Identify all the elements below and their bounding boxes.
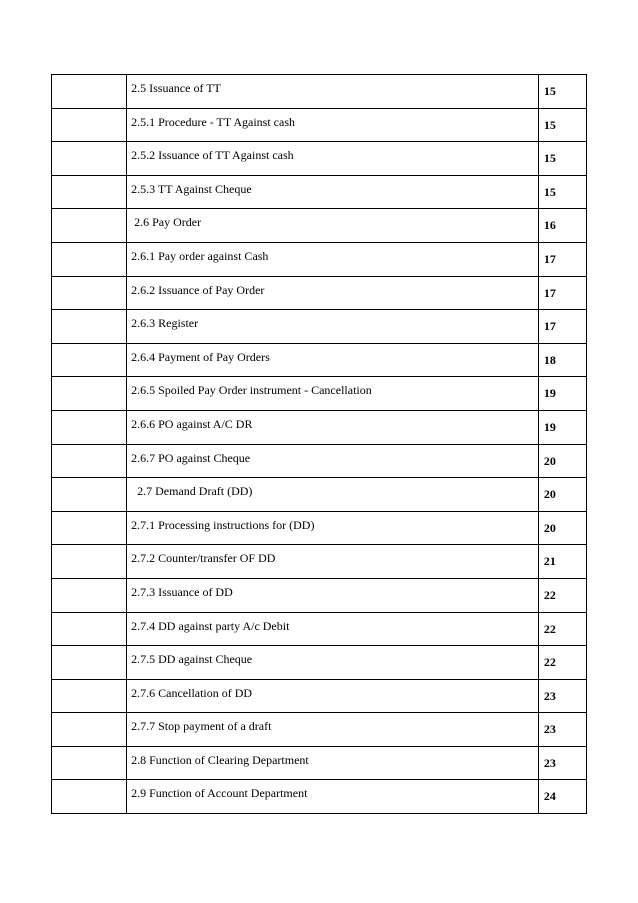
- toc-entry-title: 2.5.1 Procedure - TT Against cash: [131, 114, 295, 129]
- toc-blank-cell: [52, 310, 127, 344]
- toc-row: [52, 545, 587, 579]
- toc-page-number: 23: [543, 722, 556, 737]
- toc-blank-cell: [52, 713, 127, 747]
- toc-title-cell: [127, 75, 539, 109]
- toc-title-cell: [127, 343, 539, 377]
- toc-page-cell: [538, 75, 586, 109]
- toc-blank-cell: [52, 780, 127, 814]
- toc-page-cell: [538, 310, 586, 344]
- toc-page-number: 21: [543, 554, 556, 569]
- toc-page-cell: [538, 209, 586, 243]
- toc-page-cell: [538, 276, 586, 310]
- toc-entry-title: 2.7.4 DD against party A/c Debit: [131, 618, 290, 633]
- toc-page-number: 23: [543, 688, 556, 703]
- toc-page-number: 20: [543, 453, 556, 468]
- toc-body: [52, 75, 587, 814]
- toc-entry-title: 2.6 Pay Order: [131, 215, 202, 230]
- toc-blank-cell: [52, 578, 127, 612]
- toc-title-cell: [127, 377, 539, 411]
- toc-entry-title: 2.7.1 Processing instructions for (DD): [131, 517, 315, 532]
- toc-entry-title: 2.7.3 Issuance of DD: [131, 584, 233, 599]
- toc-entry-title: 2.8 Function of Clearing Department: [131, 752, 309, 767]
- toc-blank-cell: [52, 612, 127, 646]
- toc-page-number: 23: [543, 755, 556, 770]
- toc-title-cell: [127, 142, 539, 176]
- toc-row: [52, 746, 587, 780]
- toc-entry-title: 2.7 Demand Draft (DD): [131, 484, 253, 499]
- toc-blank-cell: [52, 175, 127, 209]
- toc-blank-cell: [52, 679, 127, 713]
- toc-row: [52, 679, 587, 713]
- toc-page-number: 17: [543, 251, 556, 266]
- toc-row: [52, 780, 587, 814]
- toc-row: [52, 276, 587, 310]
- toc-title-cell: [127, 242, 539, 276]
- toc-entry-title: 2.7.6 Cancellation of DD: [131, 685, 253, 700]
- toc-page-cell: [538, 108, 586, 142]
- toc-page-cell: [538, 175, 586, 209]
- toc-page-number: 20: [543, 520, 556, 535]
- toc-title-cell: [127, 780, 539, 814]
- toc-page-cell: [538, 377, 586, 411]
- toc-blank-cell: [52, 746, 127, 780]
- toc-row: [52, 242, 587, 276]
- toc-page-number: 17: [543, 285, 556, 300]
- toc-page-number: 18: [543, 352, 556, 367]
- toc-entry-title: 2.6.4 Payment of Pay Orders: [131, 349, 270, 364]
- toc-page-cell: [538, 142, 586, 176]
- toc-title-cell: [127, 444, 539, 478]
- toc-title-cell: [127, 746, 539, 780]
- toc-page-number: 16: [543, 218, 556, 233]
- toc-blank-cell: [52, 410, 127, 444]
- toc-row: [52, 142, 587, 176]
- toc-title-cell: [127, 410, 539, 444]
- toc-row: [52, 713, 587, 747]
- toc-page-cell: [538, 511, 586, 545]
- toc-entry-title: 2.6.1 Pay order against Cash: [131, 248, 269, 263]
- toc-entry-title: 2.6.2 Issuance of Pay Order: [131, 282, 265, 297]
- toc-row: [52, 377, 587, 411]
- toc-row: [52, 478, 587, 512]
- toc-title-cell: [127, 310, 539, 344]
- toc-entry-title: 2.6.6 PO against A/C DR: [131, 416, 253, 431]
- toc-page-cell: [538, 545, 586, 579]
- toc-blank-cell: [52, 377, 127, 411]
- toc-blank-cell: [52, 242, 127, 276]
- toc-row: [52, 612, 587, 646]
- toc-title-cell: [127, 108, 539, 142]
- toc-title-cell: [127, 175, 539, 209]
- toc-page-cell: [538, 478, 586, 512]
- toc-blank-cell: [52, 108, 127, 142]
- toc-page-number: 24: [543, 789, 556, 804]
- toc-page-number: 15: [543, 184, 556, 199]
- toc-title-cell: [127, 478, 539, 512]
- toc-page-number: 15: [543, 117, 556, 132]
- toc-entry-title: 2.7.2 Counter/transfer OF DD: [131, 551, 276, 566]
- toc-entry-title: 2.5 Issuance of TT: [131, 81, 221, 95]
- toc-blank-cell: [52, 343, 127, 377]
- toc-row: [52, 410, 587, 444]
- toc-blank-cell: [52, 75, 127, 109]
- toc-row: [52, 209, 587, 243]
- toc-title-cell: [127, 578, 539, 612]
- toc-page-number: 17: [543, 319, 556, 334]
- toc-row: [52, 75, 587, 109]
- toc-page-number: 15: [543, 151, 556, 166]
- toc-entry-title: 2.9 Function of Account Department: [131, 786, 308, 801]
- toc-entry-title: 2.5.2 Issuance of TT Against cash: [131, 148, 294, 163]
- toc-page-cell: [538, 242, 586, 276]
- toc-row: [52, 343, 587, 377]
- toc-title-cell: [127, 209, 539, 243]
- toc-row: [52, 175, 587, 209]
- toc-blank-cell: [52, 444, 127, 478]
- toc-row: [52, 108, 587, 142]
- toc-page-cell: [538, 646, 586, 680]
- toc-row: [52, 310, 587, 344]
- toc-blank-cell: [52, 511, 127, 545]
- toc-page-cell: [538, 746, 586, 780]
- toc-blank-cell: [52, 478, 127, 512]
- toc-entry-title: 2.7.5 DD against Cheque: [131, 652, 253, 667]
- toc-page-cell: [538, 679, 586, 713]
- toc-blank-cell: [52, 276, 127, 310]
- toc-title-cell: [127, 679, 539, 713]
- toc-row: [52, 646, 587, 680]
- toc-page-cell: [538, 578, 586, 612]
- toc-page-cell: [538, 612, 586, 646]
- toc-title-cell: [127, 646, 539, 680]
- toc-title-cell: [127, 713, 539, 747]
- toc-entry-title: 2.6.3 Register: [131, 316, 199, 331]
- toc-page-number: 19: [543, 386, 556, 401]
- toc-title-cell: [127, 612, 539, 646]
- toc-page-number: 22: [543, 621, 556, 636]
- toc-blank-cell: [52, 646, 127, 680]
- toc-row: [52, 444, 587, 478]
- toc-page-cell: [538, 343, 586, 377]
- toc-page-number: 22: [543, 655, 556, 670]
- toc-page-number: 15: [543, 84, 556, 98]
- toc-blank-cell: [52, 209, 127, 243]
- toc-page-number: 22: [543, 587, 556, 602]
- toc-title-cell: [127, 511, 539, 545]
- toc-entry-title: 2.6.5 Spoiled Pay Order instrument - Cancellation: [131, 383, 372, 398]
- toc-row: [52, 511, 587, 545]
- toc-page-cell: [538, 410, 586, 444]
- toc-page-cell: [538, 444, 586, 478]
- toc-row: [52, 578, 587, 612]
- toc-entry-title: 2.7.7 Stop payment of a draft: [131, 719, 272, 734]
- toc-page-number: 20: [543, 487, 556, 502]
- toc-blank-cell: [52, 142, 127, 176]
- toc-entry-title: 2.6.7 PO against Cheque: [131, 450, 251, 465]
- toc-title-cell: [127, 545, 539, 579]
- toc-page-cell: [538, 780, 586, 814]
- toc-entry-title: 2.5.3 TT Against Cheque: [131, 181, 252, 196]
- toc-title-cell: [127, 276, 539, 310]
- toc-page-number: 19: [543, 419, 556, 434]
- toc-page-cell: [538, 713, 586, 747]
- toc-table: [51, 74, 587, 814]
- toc-blank-cell: [52, 545, 127, 579]
